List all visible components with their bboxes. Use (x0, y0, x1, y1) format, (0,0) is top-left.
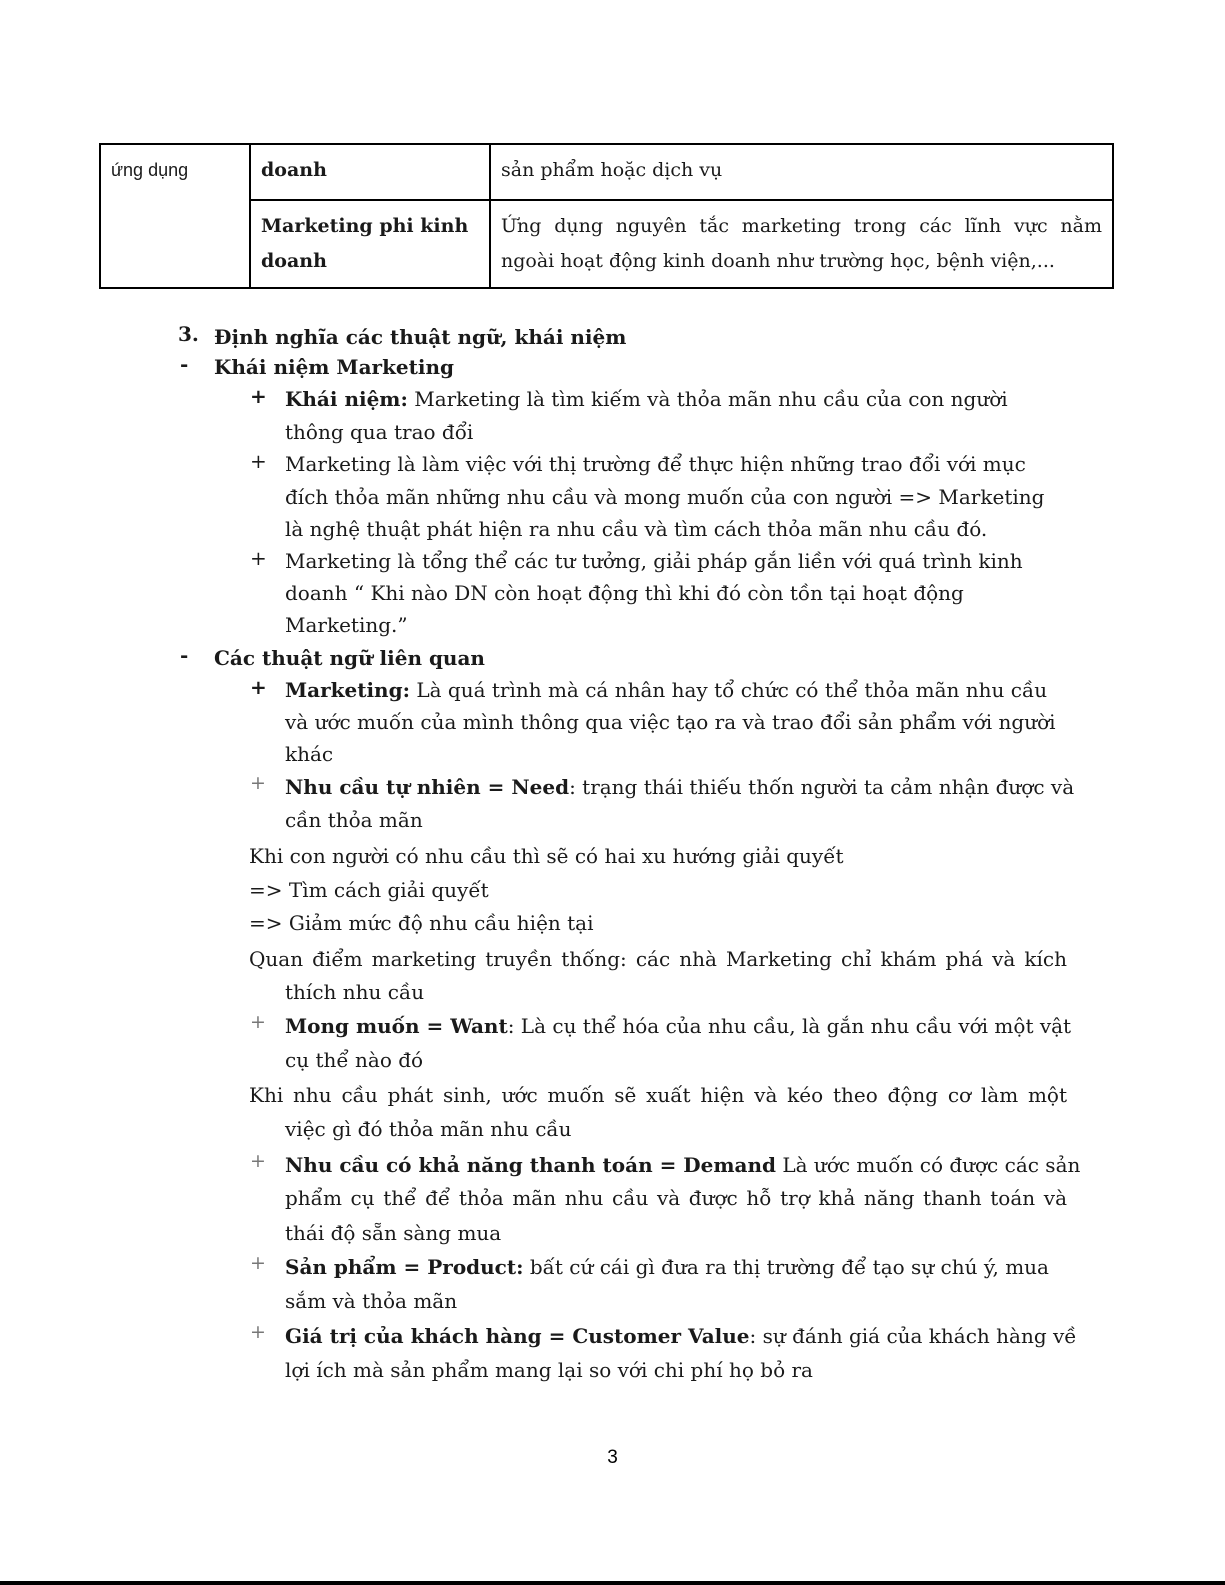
plus-marker: + (250, 1321, 266, 1343)
term-label: Nhu cầu tự nhiên = Need (285, 775, 570, 799)
item-text: và ước muốn của mình thông qua việc tạo ra và trao đổi sản phẩm với người (285, 710, 1056, 734)
item-text: thái độ sẵn sàng mua (285, 1221, 502, 1245)
table-cell-description (490, 200, 1113, 288)
item-text: Marketing.” (285, 613, 408, 637)
table-cell-description: sản phẩm hoặc dịch vụ (490, 144, 1113, 200)
item-text: Marketing là làm việc với thị trường để thực hiện những trao đổi với mục (285, 452, 1026, 476)
paragraph-text: thích nhu cầu (285, 980, 425, 1004)
item-text: doanh “ Khi nào DN còn hoạt động thì khi đó còn tồn tại hoạt động (285, 581, 964, 605)
item-text: : sự đánh giá của khách hàng về (749, 1324, 1077, 1348)
description-line: Ứng dụng nguyên tắc marketing trong các lĩnh vực nằm (501, 215, 1102, 237)
item-text: sắm và thỏa mãn (285, 1289, 458, 1313)
term-label: Nhu cầu có khả năng thanh toán = Demand (285, 1153, 777, 1177)
item-text: Là ước muốn có được các sản (776, 1153, 1081, 1177)
term-label: Mong muốn = Want (285, 1014, 508, 1038)
section-number: 3. (178, 322, 199, 346)
plus-marker: + (250, 675, 267, 699)
paragraph-text: việc gì đó thỏa mãn nhu cầu (285, 1117, 572, 1141)
subheading: Khái niệm Marketing (214, 355, 455, 379)
type-line: Marketing phi kinh (261, 215, 469, 237)
item-text: : Là cụ thể hóa của nhu cầu, là gắn nhu cầu với một vật (507, 1014, 1072, 1038)
plus-marker: + (250, 772, 266, 794)
list-item (285, 1010, 1071, 1043)
item-text: phẩm cụ thể để thỏa mãn nhu cầu và được hỗ trợ khả năng thanh toán và (285, 1186, 1067, 1210)
dash-marker: - (180, 643, 189, 667)
table-row (100, 200, 1113, 288)
item-text: đích thỏa mãn những nhu cầu và mong muốn của con người => Marketing (285, 485, 1045, 509)
table-cell-category (100, 200, 250, 288)
marketing-types-table (99, 143, 1114, 289)
item-text: Marketing là tìm kiếm và thỏa mãn nhu cầu của con người (407, 387, 1008, 411)
table-cell-type: doanh (250, 144, 490, 200)
list-item (285, 1149, 1080, 1182)
table-cell-category: ứng dụng (100, 144, 250, 200)
list-item (285, 383, 1008, 416)
paragraph-text: => Tìm cách giải quyết (249, 878, 489, 902)
list-item (285, 1320, 1077, 1353)
paragraph-text: Khi con người có nhu cầu thì sẽ có hai xu hướng giải quyết (249, 844, 844, 868)
description-line: ngoài hoạt động kinh doanh như trường học, bệnh viện,... (501, 250, 1055, 272)
section-heading: Định nghĩa các thuật ngữ, khái niệm (214, 325, 627, 349)
table-cell-type (250, 200, 490, 288)
list-item (285, 674, 1047, 707)
item-text: bất cứ cái gì đưa ra thị trường để tạo sự chú ý, mua (523, 1255, 1049, 1279)
table-row (100, 144, 1113, 200)
plus-marker: + (250, 384, 267, 408)
type-line: doanh (261, 250, 327, 272)
term-label: Giá trị của khách hàng = Customer Value (285, 1324, 750, 1348)
page-number: 3 (607, 1447, 618, 1468)
item-text: Là quá trình mà cá nhân hay tổ chức có thể thỏa mãn nhu cầu (409, 678, 1048, 702)
plus-marker: + (250, 1011, 266, 1033)
item-text: : trạng thái thiếu thốn người ta cảm nhận được và (569, 775, 1075, 799)
paragraph-text: => Giảm mức độ nhu cầu hiện tại (249, 911, 594, 935)
term-label: Marketing: (285, 678, 410, 702)
item-text: cần thỏa mãn (285, 808, 423, 832)
term-label: Sản phẩm = Product: (285, 1255, 524, 1279)
subheading: Các thuật ngữ liên quan (214, 646, 485, 670)
plus-marker: + (250, 546, 267, 570)
item-text: thông qua trao đổi (285, 420, 474, 444)
item-text: khác (285, 742, 334, 766)
item-text: Marketing là tổng thể các tư tưởng, giải pháp gắn liền với quá trình kinh (285, 549, 1023, 573)
item-text: là nghệ thuật phát hiện ra nhu cầu và tìm cách thỏa mãn nhu cầu đó. (285, 517, 988, 541)
list-item (285, 771, 1074, 804)
plus-marker: + (250, 1252, 266, 1274)
item-text: lợi ích mà sản phẩm mang lại so với chi phí họ bỏ ra (285, 1358, 813, 1382)
list-item (285, 1251, 1049, 1284)
dash-marker: - (180, 352, 189, 376)
paragraph-text: Khi nhu cầu phát sinh, ước muốn sẽ xuất hiện và kéo theo động cơ làm một (249, 1083, 1067, 1107)
page-divider (0, 1581, 1225, 1585)
term-label: Khái niệm: (285, 387, 408, 411)
plus-marker: + (250, 449, 267, 473)
paragraph-text: Quan điểm marketing truyền thống: các nhà Marketing chỉ khám phá và kích (249, 947, 1067, 971)
plus-marker: + (250, 1150, 266, 1172)
item-text: cụ thể nào đó (285, 1048, 424, 1072)
